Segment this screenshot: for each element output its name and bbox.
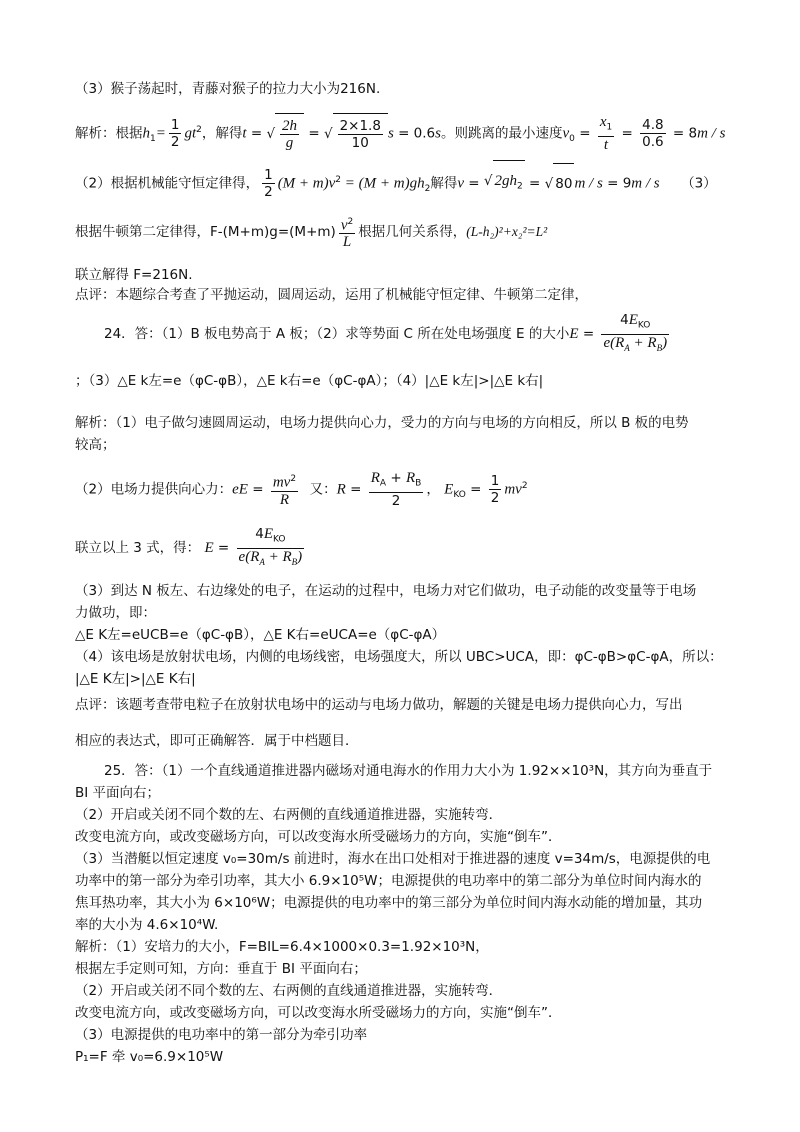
text-line: 率的大小为 4.6×10⁴W. bbox=[75, 917, 219, 933]
text-line: △E K左=eUCB=e（φC-φB），△E K右=eUCA=e（φC-φA） bbox=[75, 627, 446, 643]
text-line: 力做功，即： bbox=[75, 605, 156, 621]
text-segment: (L-h₂)²+x₂²=L² bbox=[466, 224, 548, 239]
text-segment: （3） bbox=[681, 175, 717, 192]
text-line: （3）电源提供的电功率中的第一部分为牵引功率 bbox=[75, 1027, 368, 1043]
text-line: ；（3）△E k左=e（φC-φB），△E k右=e（φC-φA）；（4）|△E k左|>|△E k右| bbox=[75, 373, 544, 389]
text-line: 联立解得 F=216N. bbox=[75, 267, 193, 283]
formula-line-energy: （2）根据机械能守恒定律得， $\frac{1}{2}$ $(M + m)v^2 = (M + m)gh_2$解得v = √ $2gh_2$ = √ 80 m / s = 9m / s （3） bbox=[75, 160, 717, 200]
text-segment: ，解得 bbox=[201, 125, 243, 142]
text-line: 解析：（1）电子做匀速圆周运动，电场力提供向心力，受力的方向与电场的方向相反，所以 B 板的电势 bbox=[75, 415, 689, 431]
text-line: （3）当潜艇以恒定速度 v₀=30m/s 前进时，海水在出口处相对于推进器的速度 v=34m/s，电源提供的电 bbox=[75, 851, 711, 867]
text-segment: （2）电场力提供向心力： bbox=[75, 481, 233, 498]
text-line: 功率中的第一部分为牵引功率，其大小 6.9×10⁵W；电源提供的电功率中的第二部分为单位时间内海水的 bbox=[75, 873, 702, 889]
text-line: 点评：该题考查带电粒子在放射状电场中的运动与电场力做功，解题的关键是电场力提供向心力，写出 bbox=[75, 697, 683, 713]
text-segment: 根据牛顿第二定律得，F-(M+m)g=(M+m) bbox=[75, 224, 336, 240]
text-line: BI 平面向右； bbox=[75, 785, 161, 801]
text-line: （4）该电场是放射状电场，内侧的电场线密，电场强度大，所以 UBC>UCA，即：φC-φB>φC-φA，所以： bbox=[75, 649, 723, 665]
text-line: 点评：本题综合考查了平抛运动，圆周运动，运用了机械能守恒定律、牛顿第二定律， bbox=[75, 287, 588, 303]
text-segment: 解析：根据 bbox=[75, 125, 143, 142]
text-line: P₁=F 牵 v₀=6.9×10⁵W bbox=[75, 1049, 224, 1065]
text-segment: （2）根据机械能守恒定律得， bbox=[75, 175, 260, 192]
formula-line-result: 联立以上 3 式，得： E = $\frac{4E_{KO}}{e(R_A + R_B)}$ bbox=[75, 526, 303, 567]
text-line: （2）开启或关闭不同个数的左、右两侧的直线通道推进器，实施转弯． bbox=[75, 807, 503, 823]
text-segment: 。则跳离的最小速度 bbox=[441, 125, 563, 142]
text-segment: 根据几何关系得， bbox=[358, 224, 467, 240]
text-segment: 联立以上 3 式，得： bbox=[75, 539, 201, 556]
formula-line-newton: 根据牛顿第二定律得，F-(M+m)g=(M+m) $\frac{v^2}{L}$ 根据几何关系得，(L-h₂)²+x₂²=L² bbox=[75, 212, 547, 252]
text-line: （2）开启或关闭不同个数的左、右两侧的直线通道推进器，实施转弯． bbox=[75, 983, 503, 999]
text-segment: 解得 bbox=[430, 175, 458, 192]
text-line: 根据左手定则可知，方向：垂直于 BI 平面向右； bbox=[75, 961, 367, 977]
text-line: （3）到达 N 板左、右边缘处的电子，在运动的过程中，电场力对它们做功，电子动能的改变量等于电场 bbox=[75, 583, 697, 599]
formula-line-centripetal: （2）电场力提供向心力：eE = $\frac{mv^2}{R}$ 又：R = $\frac{R_A + R_B}{2}$ ， $E_{KO}$ = $\frac{1}{2}$ $mv^2$ bbox=[75, 470, 528, 509]
text-line: 改变电流方向，或改变磁场方向，可以改变海水所受磁场力的方向，实施“倒车”． bbox=[75, 1005, 562, 1021]
text-line: 焦耳热功率，其大小为 6×10⁶W；电源提供的电功率中的第三部分为单位时间内海水动能的增加量，其功 bbox=[75, 895, 703, 911]
text-line: 相应的表达式，即可正确解答．属于中档题目． bbox=[75, 733, 359, 749]
text-line: 较高； bbox=[75, 437, 116, 453]
formula-line-free-fall: 解析：根据$h_1=$ $\frac{1}{2}$ $gt^2$，解得t = √ $\frac{2h}{g}$ = √ $\frac{2\times 1.8}{10}$ s = 0.6s。则跳离的最小速度$v_0$ = $\frac{x_1}{t}$ = $\frac{4.8}{0.6}$ = 8m / s bbox=[75, 114, 726, 153]
text-line: |△E K左|>|△E K右| bbox=[75, 671, 196, 687]
text-segment: 24．答：（1）B 板电势高于 A 板；（2）求等势面 C 所在处电场强度 E 的大小 bbox=[104, 325, 570, 342]
formula-line-answer-24: 24．答：（1）B 板电势高于 A 板；（2）求等势面 C 所在处电场强度 E 的大小E = $\frac{4E_{KO}}{e(R_A + R_B)}$ bbox=[104, 312, 668, 353]
text-line: 改变电流方向，或改变磁场方向，可以改变海水所受磁场力的方向，实施“倒车”． bbox=[75, 829, 562, 845]
text-line: （3）猴子荡起时，青藤对猴子的拉力大小为216N. bbox=[75, 81, 381, 97]
text-line: 25．答：（1）一个直线通道推进器内磁场对通电海水的作用力大小为 1.92××10³N，其方向为垂直于 bbox=[104, 763, 713, 779]
text-segment: 又： bbox=[309, 481, 337, 498]
text-line: 解析：（1）安培力的大小，F=BIL=6.4×1000×0.3=1.92×10³N， bbox=[75, 939, 489, 955]
